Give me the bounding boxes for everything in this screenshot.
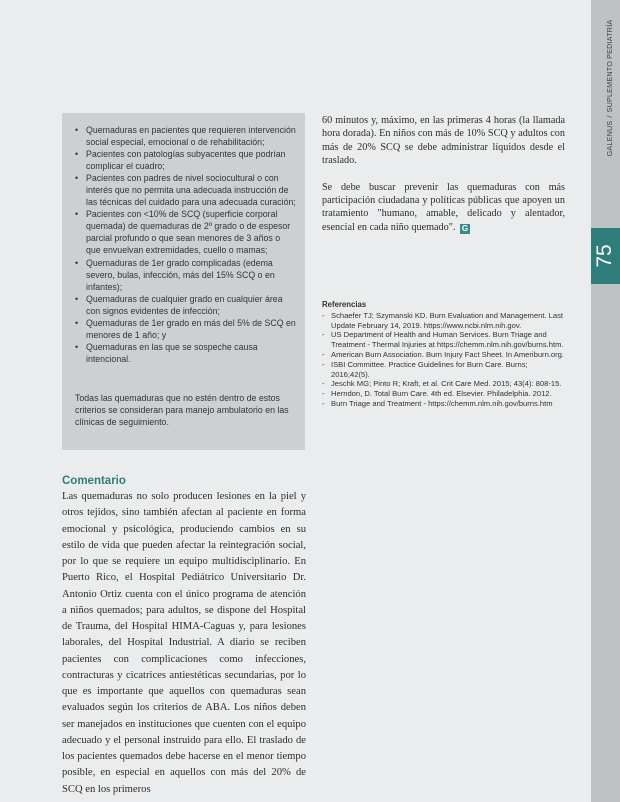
journal-separator: /: [605, 115, 614, 118]
references-title: Referencias: [322, 300, 367, 309]
bullet-icon: •: [75, 341, 79, 352]
paragraph: 60 minutos y, máximo, en las primeras 4 horas (la llamada hora dorada). En niños con más de 10% SCQ y adultos con más de 20% SCQ se debe administrar líquidos desde el traslado.: [322, 115, 565, 167]
dash-marker: -: [322, 330, 325, 340]
dash-marker: -: [322, 398, 325, 408]
dash-marker: -: [322, 349, 325, 359]
comentario-heading: Comentario: [62, 475, 126, 487]
journal-name: GALENUS: [605, 120, 614, 157]
list-item: • Quemaduras de 1er grado en más del 5% de SCQ en menores de 1 año; y: [75, 317, 296, 340]
bullet-icon: •: [75, 125, 79, 135]
bullet-icon: •: [75, 209, 79, 220]
list-item: - Herndon, D. Total Burn Care. 4th ed. Elsevier. Philadelphia. 2012.: [322, 389, 552, 399]
list-item: • Pacientes con patologías subyacentes que podrían complicar el cuadro;: [75, 149, 286, 172]
dash-marker: -: [322, 310, 325, 320]
dash-marker: -: [322, 379, 325, 389]
bullet-icon: •: [75, 173, 79, 184]
criteria-list: [75, 124, 297, 365]
end-of-article-icon: G: [461, 223, 469, 233]
list-item: - Schaefer TJ; Szymanski KD. Burn Evaluation and Management. Last Update February 14, 2019. https://www.ncbi.nlm.nih.gov.: [322, 310, 564, 330]
bullet-icon: •: [75, 257, 79, 268]
list-item: • Quemaduras de cualquier grado en cualquier área con signos evidentes de infección;: [75, 293, 283, 316]
list-item: - Burn Triage and Treatment - https://chemm.nlm.nih.gov/burns.htm: [322, 398, 553, 408]
dash-marker: -: [322, 389, 325, 399]
bullet-icon: •: [75, 317, 79, 328]
callout-note: Todas las quemaduras que no estén dentro de estos criterios se consideran para manejo ambulatorio en las clínicas de seguimiento.: [75, 393, 289, 428]
right-column-text: [322, 114, 565, 234]
references-section: [322, 300, 567, 409]
list-item: - American Burn Association. Burn Injury Fact Sheet. In Ameriburn.org.: [322, 349, 564, 359]
comentario-body: Las quemaduras no solo producen lesiones en la piel y otros tejidos, sino también afectan al paciente en forma emocional y psicológica, produciendo cambios en su estilo de vida que pueden afectar la reintegración social, por lo que se requiere un equipo multidisciplinario. En Puerto Rico, el Hospital Pediátrico Universitario Dr. Antonio Ortiz cuenta con el único programa de atención a niños quemados; para adultos, se dispone del Hospital de Trauma, del Hospital HIMA-Caguas y, para lesiones laborales, del Hospital Industrial. A diario se reciben pacientes con complicaciones como infecciones, contracturas y cicatrices antiestéticas secundarias, por lo que es importante que aquellos con quemaduras sean evaluados según los criterios de ABA. Los niños deben ser manejados en instituciones que cuenten con el equipo adecuado y el personal instruido para ello. El traslado de los pacientes quemados debe hacerse en el menor tiempo posible, en especial en aquellos con más del 20% de SCQ en los primeros: [62, 491, 306, 795]
dash-marker: -: [322, 359, 325, 369]
supplement-name: SUPLEMENTO PEDIATRÍA: [605, 19, 614, 113]
list-item: • Quemaduras en pacientes que requieren intervención social especial, emocional o de rehabilitación;: [75, 125, 296, 148]
list-item: - US Department of Health and Human Services. Burn Triage and Treatment - Thermal Injuries at https://chemm.nlm.nih.gov/burns.htm.: [322, 330, 564, 350]
bullet-icon: •: [75, 293, 79, 304]
page-number: 75: [593, 244, 616, 268]
list-item: • Pacientes con <10% de SCQ (superficie corporal quemada) de quemaduras de 2º grado o de espesor parcial profundo o que sean menores de 3 años o que envuelvan extremidades, cuello o mamas;: [75, 209, 291, 256]
references-list: [322, 311, 567, 409]
bullet-icon: •: [75, 149, 79, 160]
list-item: - Jeschk MG; Pinto R; Kraft, et al. Crit Care Med. 2015; 43(4): 808-15.: [322, 379, 562, 389]
list-item: • Pacientes con padres de nivel sociocultural o con interés que no permita una adecuada instrucción de las técnicas del cuidado para una adecuada curación;: [75, 173, 296, 208]
paragraph: Se debe buscar prevenir las quemaduras con más participación ciudadana y políticas públicas que apoyen un tratamiento "humano, amable, delicado y alentador, esencial en cada niño quemado". G: [322, 181, 565, 233]
list-item: • Quemaduras en las que se sospeche causa intencional.: [75, 341, 258, 364]
list-item: - ISBI Committee. Practice Guidelines for Burn Care. Burns; 2016;42(5).: [322, 359, 528, 379]
journal-label: [605, 20, 614, 157]
list-item: • Quemaduras de 1er grado complicadas (edema severo, bulas, infección, más del 15% SCQ o en infantes);: [75, 257, 275, 292]
